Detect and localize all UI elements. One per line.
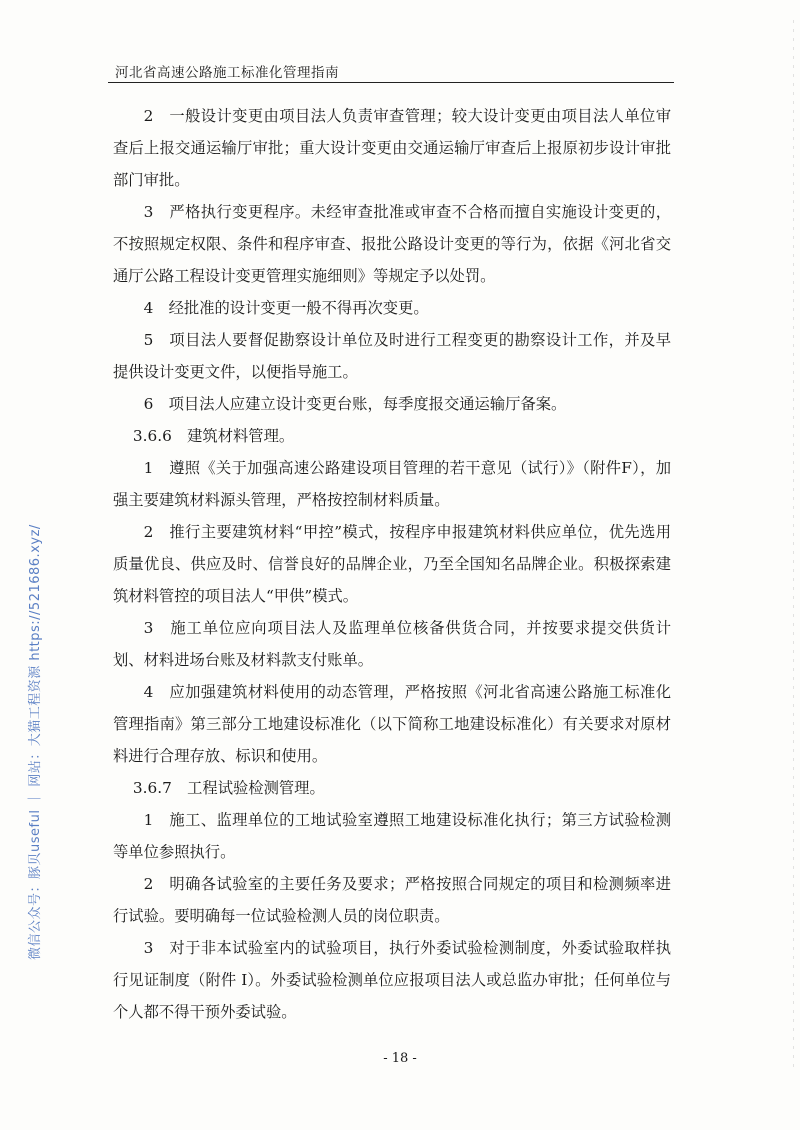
paragraph: 3 施工单位应向项目法人及监理单位核备供货合同，并按要求提交供货计划、材料进场台账及材料款支付账单。 <box>113 619 671 669</box>
page-number: - 18 - <box>383 1051 417 1066</box>
paragraph: 3 对于非本试验室内的试验项目，执行外委试验检测制度，外委试验取样执行见证制度（附件 I）。外委试验检测单位应报项目法人或总监办审批；任何单位与个人都不得干预外委试验。 <box>113 939 671 1021</box>
paragraph: 2 一般设计变更由项目法人负责审查管理；较大设计变更由项目法人单位审查后上报交通运输厅审批；重大设计变更由交通运输厅审查后上报原初步设计审批部门审批。 <box>113 107 671 189</box>
paragraph: 5 项目法人要督促勘察设计单位及时进行工程变更的勘察设计工作，并及早提供设计变更文件，以便指导施工。 <box>113 331 671 381</box>
section-heading: 3.6.7 工程试验检测管理。 <box>132 779 325 797</box>
header-divider <box>108 82 674 83</box>
section-heading: 3.6.6 建筑材料管理。 <box>132 427 295 445</box>
scan-edge-mark <box>793 20 794 1070</box>
document-body <box>113 100 671 1028</box>
paragraph: 4 经批准的设计变更一般不得再次变更。 <box>143 299 429 317</box>
paragraph: 4 应加强建筑材料使用的动态管理，严格按照《河北省高速公路施工标准化管理指南》第三部分工地建设标准化（以下简称工地建设标准化）有关要求对原材料进行合理存放、标识和使用。 <box>113 683 671 765</box>
paragraph: 6 项目法人应建立设计变更台账，每季度报交通运输厅备案。 <box>143 395 567 413</box>
running-header: 河北省高速公路施工标准化管理指南 <box>115 65 339 81</box>
paragraph: 1 遵照《关于加强高速公路建设项目管理的若干意见（试行）》（附件F），加强主要建筑材料源头管理，严格按控制材料质量。 <box>113 459 671 509</box>
paragraph: 2 明确各试验室的主要任务及要求；严格按照合同规定的项目和检测频率进行试验。要明确每一位试验检测人员的岗位职责。 <box>113 875 671 925</box>
watermark-text: 微信公众号：豚贝useful ｜ 网站：大猫工程资源 https://521686.xyz/ <box>28 524 43 960</box>
paragraph: 1 施工、监理单位的工地试验室遵照工地建设标准化执行；第三方试验检测等单位参照执行。 <box>113 811 671 861</box>
paragraph: 3 严格执行变更程序。未经审查批准或审查不合格而擅自实施设计变更的，不按照规定权限、条件和程序审查、报批公路设计变更的等行为，依据《河北省交通厅公路工程设计变更管理实施细则》等规定予以处罚。 <box>113 203 671 285</box>
paragraph: 2 推行主要建筑材料“甲控”模式，按程序申报建筑材料供应单位，优先选用质量优良、供应及时、信誉良好的品牌企业，乃至全国知名品牌企业。积极探索建筑材料管控的项目法人“甲供”模式。 <box>113 523 671 605</box>
